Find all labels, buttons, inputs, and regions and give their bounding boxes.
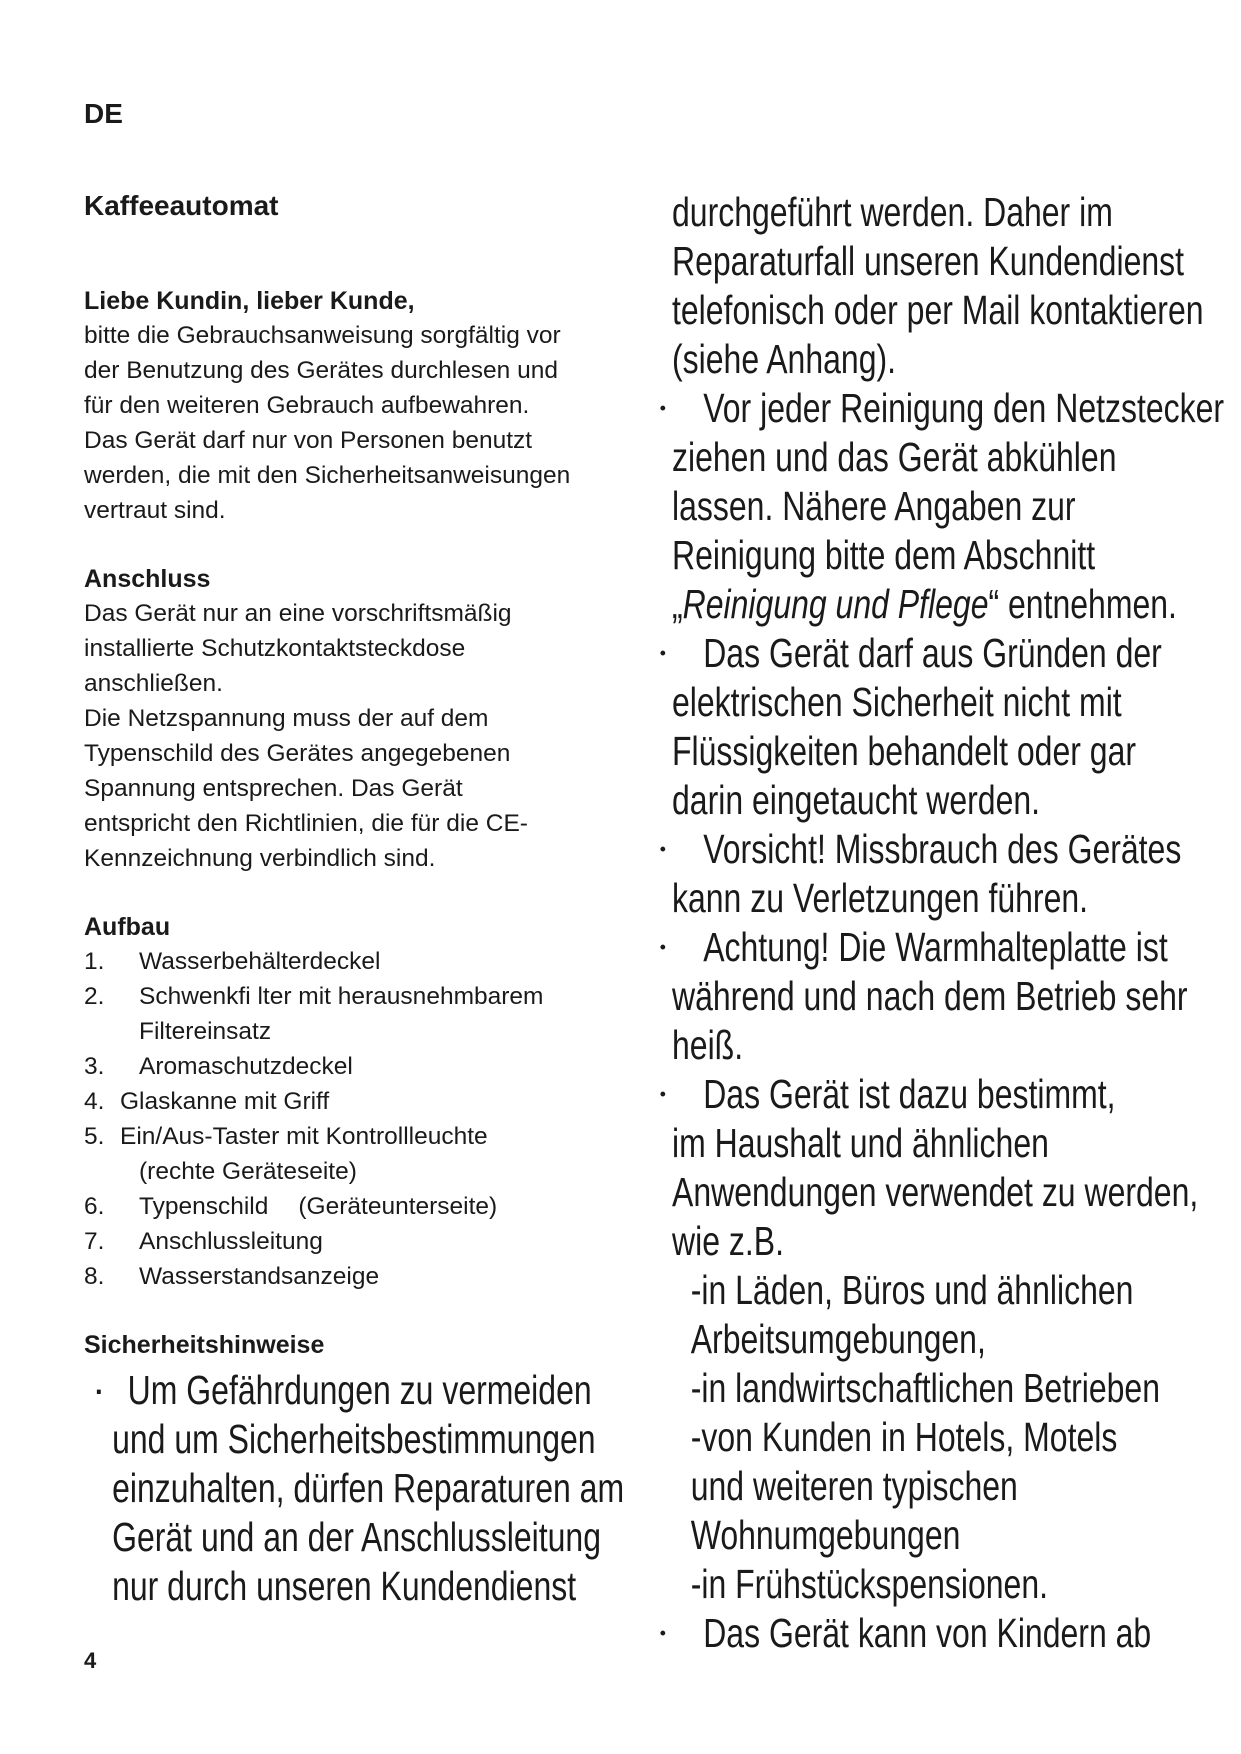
safety-bullet-6: · Das Gerät ist dazu bestimmt, im Haushalt und ähnlichen Anwendungen verwendet zu werden, wie z.B. -in Läden, Büros und ähnlichen Arbeitsumgebungen, -in landwirtschaftlichen Betrieben -von Kunden in Hotels, Motels und weiteren typischen Wohnumgebungen -in Frühstückspensionen. [672,1070,1232,1609]
list-item: 6. Typenschild (Geräteunterseite) [84,1193,498,1220]
bullet-dot: · [656,1071,670,1117]
left-column [84,190,644,1611]
language-label: DE [84,98,123,129]
bullet-dot: · [656,924,670,970]
page-number: 4 [84,1648,97,1673]
bullet-dot: · [656,826,670,872]
list-item-continuation: (rechte Geräteseite) [139,1158,357,1185]
build-heading: Aufbau [84,913,171,941]
safety-heading: Sicherheitshinweise [84,1331,325,1359]
list-item: 4. Glaskanne mit Griff [84,1088,330,1115]
usage-examples: -in Läden, Büros und ähnlichen Arbeitsumgebungen, -in landwirtschaftlichen Betrieben -von Kunden in Hotels, Motels und weiteren typischen Wohnumgebungen -in Frühstückspensionen. [690,1267,1161,1607]
safety-bullet-3: · Das Gerät darf aus Gründen der elektrischen Sicherheit nicht mit Flüssigkeiten behandelt oder gar darin eingetaucht werden. [656,630,1162,823]
connection-heading: Anschluss [84,565,211,593]
list-item: 3. Aromaschutzdeckel [84,1053,353,1080]
safety-bullet-7: · Das Gerät kann von Kindern ab [656,1610,1152,1656]
safety-bullet-1-continued: durchgeführt werden. Daher im Reparaturfall unseren Kundendienst telefonisch oder per Mail kontaktieren (siehe Anhang). [672,189,1204,382]
list-item: 8. Wasserstandsanzeige [84,1263,380,1290]
bullet-dot: · [656,1610,670,1656]
list-item: 5. Ein/Aus-Taster mit Kontrollleuchte [84,1123,488,1150]
connection-text: Das Gerät nur an eine vorschriftsmäßig installierte Schutzkontaktsteckdose anschließen. Die Netzspannung muss der auf dem Typenschild des Gerätes angegebenen Spannung entsprechen. Das Gerät entspricht den Richtlinien, die für die CE- Kennzeichnung verbindlich sind. [84,600,528,872]
right-column [656,188,1232,1658]
build-list [84,944,644,1294]
list-item: 1. Wasserbehälterdeckel [84,948,381,975]
safety-bullet-1: · Um Gefährdungen zu vermeiden und um Sicherheitsbestimmungen einzuhalten, dürfen Reparaturen am Gerät und an der Anschlussleitung nur durch unseren Kundendienst [92,1366,625,1609]
list-item: 7. Anschlussleitung [84,1228,323,1255]
intro-text: bitte die Gebrauchsanweisung sorgfältig vor der Benutzung des Gerätes durchlesen und für den weiteren Gebrauch aufbewahren. Das Gerät darf nur von Personen benutzt werden, die mit den Sicherheitsanweisungen vertraut sind. [84,322,571,524]
bullet-dot: · [656,385,670,431]
bullet-dot: · [92,1366,106,1412]
list-item: 2. Schwenkfi lter mit herausnehmbarem [84,983,544,1010]
safety-bullet-4: · Vorsicht! Missbrauch des Gerätes kann zu Verletzungen führen. [656,826,1182,921]
bullet-dot: · [656,630,670,676]
list-item-continuation: Filtereinsatz [139,1018,272,1045]
page-title: Kaffeeautomat [84,190,279,221]
safety-bullet-5: · Achtung! Die Warmhalteplatte ist während und nach dem Betrieb sehr heiß. [656,924,1188,1068]
greeting-heading: Liebe Kundin, lieber Kunde, [84,287,415,315]
safety-bullet-2: · Vor jeder Reinigung den Netzstecker ziehen und das Gerät abkühlen lassen. Nähere Angaben zur Reinigung bitte dem Abschnitt „Reinigung und Pflege“ entnehmen. [656,385,1225,627]
